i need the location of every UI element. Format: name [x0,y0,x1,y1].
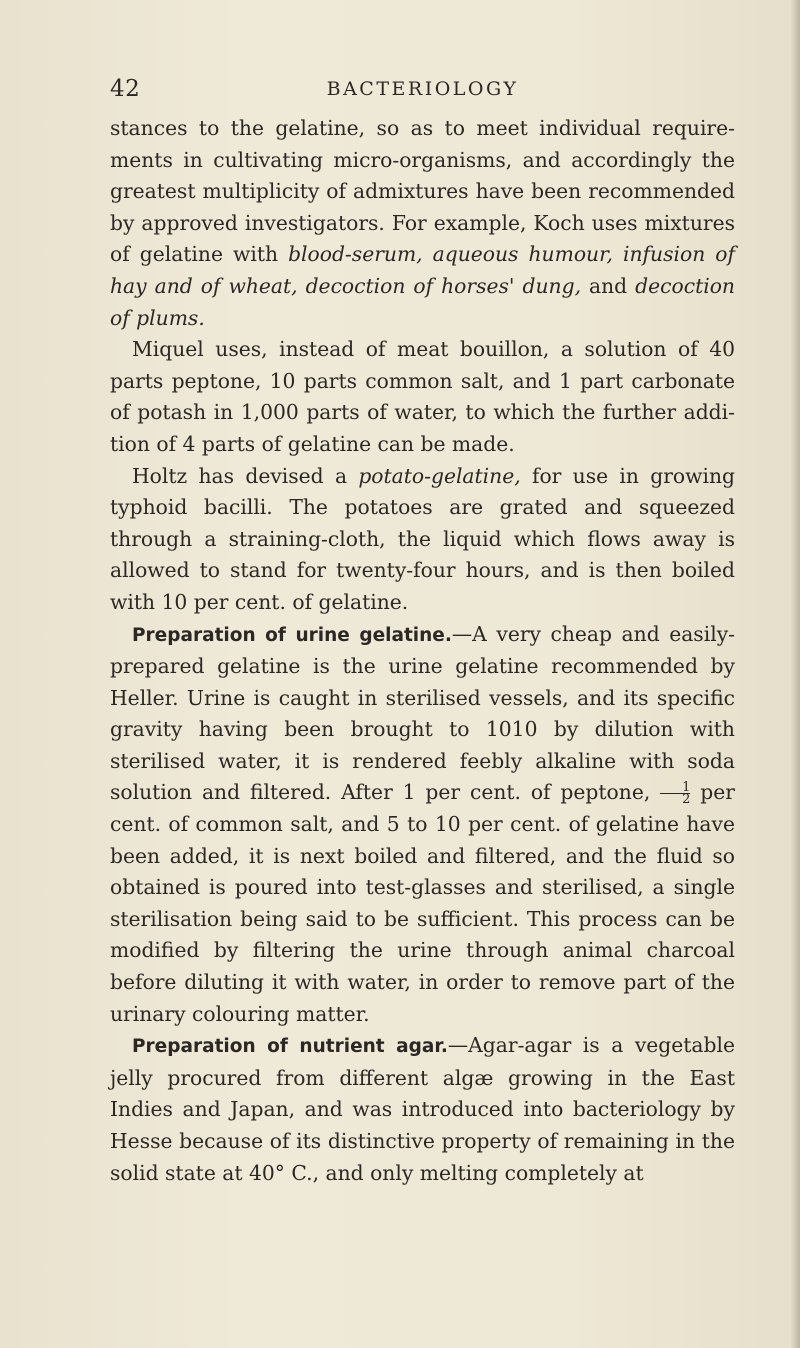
running-title: BACTERIOLOGY [326,78,519,100]
italic-text: blood-serum, aqueous humour, infusion of hay and of wheat, decoction of horses' dung, [110,242,736,298]
page-number: 42 [110,76,141,102]
italic-text: potato-gelatine, [358,463,521,488]
text-run: stances to the gelatine, so as to meet individual require-ments in cultivating micro-organisms, and accordingly the greatest multiplicity of admixtures have been recommended by approved investigators. For example, Koch uses mixtures of gelatine with [110,116,735,267]
text-run: for use in growing typhoid bacilli. The potatoes are grated and squeezed through a straining-cloth, the liquid which flows away is allowed to stand for twenty-four hours, and is then boiled with 10 per cent. of gelatine. [110,463,735,614]
fraction-denominator: 2 [682,792,691,808]
text-run: and [581,273,636,298]
text-run: Holtz has devised a [132,463,359,488]
text-run: —A very cheap and easily-prepared gelatine is the urine gelatine recommended by Heller. Urine is caught in sterilised vessels, and its specific gravity having been brought to 1010 by dilution with sterilised water, it is rendered feebly alkaline with soda solution and filtered. After 1 per cent. of peptone, [110,621,736,805]
italic-text: decoction of plums. [110,273,735,330]
section-heading: Preparation of nutrient agar. [132,1036,448,1058]
paragraph-miquel: Miquel uses, instead of meat bouillon, a solution of 40 parts peptone, 10 parts common salt, and 1 part carbonate of potash in 1,000 parts of water, to which the further addi-tion of 4 parts of gelatine can be made. [110,337,735,456]
page-header [110,76,735,106]
section-heading: Preparation of urine gelatine. [132,624,452,646]
paragraph-holtz [110,461,735,619]
body-text [110,113,735,1189]
fraction-numerator: 1 [660,782,690,794]
page-edge-shadow [790,0,800,1348]
fraction-half [660,780,691,808]
text-run: per cent. of common salt, and 5 to 10 per cent. of gelatine have been added, it is next boiled and filtered, and the fluid so obtained is poured into test-glasses and sterilised, a single sterilisation being said to be sufficient. This process can be modified by filtering the urine through animal charcoal before diluting it with water, in order to remove part of the urinary colouring matter. [110,780,735,1026]
text-run: —Agar-agar is a vegetable jelly procured from different algæ growing in the East Indies and Japan, and was introduced into bacteriology by Hesse because of its distinctive property of remaining in the solid state at 40° C., and only melting completely at [110,1033,735,1185]
paragraph-urine-gelatine [110,619,735,1031]
paragraph-continuation [110,113,735,334]
paragraph-nutrient-agar [110,1030,735,1189]
